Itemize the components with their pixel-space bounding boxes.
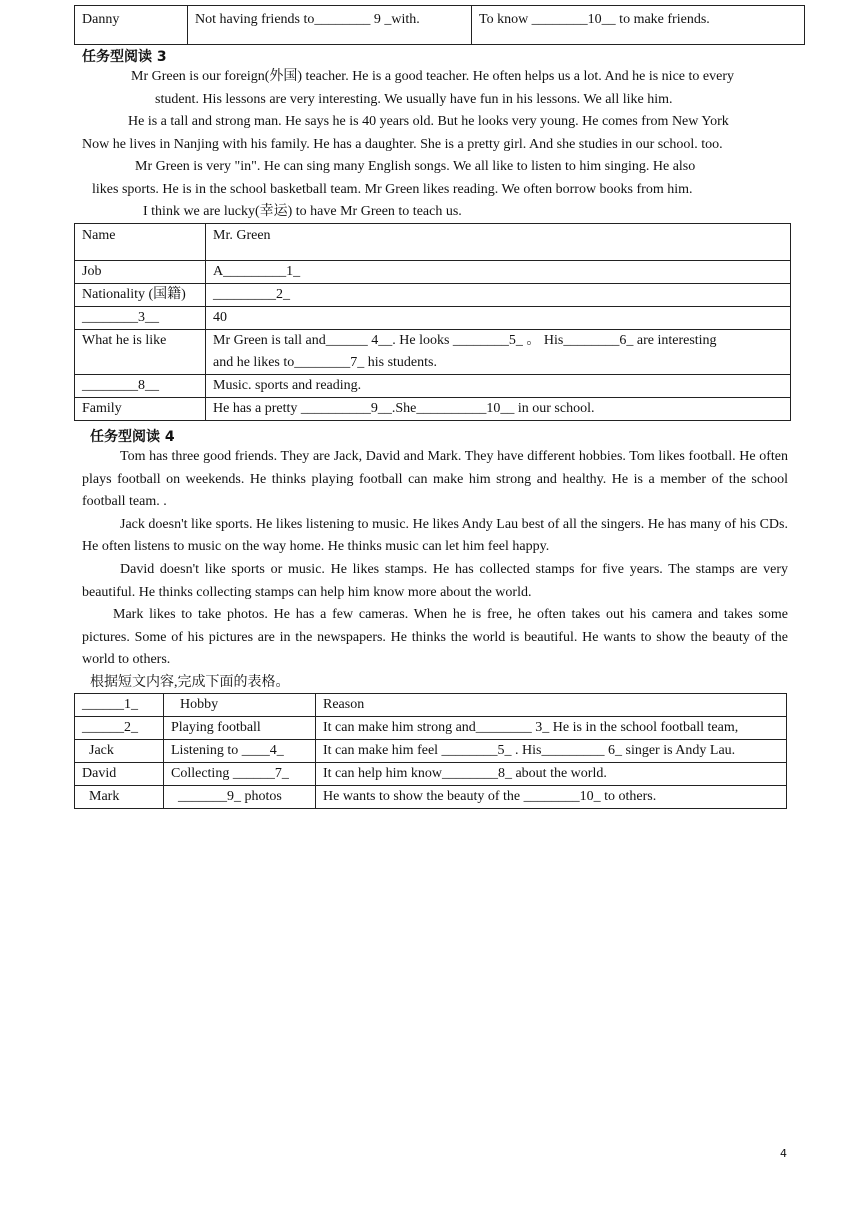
instruction-text: 根据短文内容,完成下面的表格。 (90, 675, 290, 690)
table-cell: _______9_ photos (164, 786, 316, 809)
table-row (75, 6, 805, 45)
table-cell: A_________1_ (206, 261, 791, 284)
cell-line: Mr Green is tall and______ 4__. He looks ________5_ 。 His________6_ are interesting (213, 333, 717, 348)
table-row (75, 786, 787, 809)
table-row (75, 284, 791, 307)
table-cell: Nationality (国籍) (75, 284, 206, 307)
table-cell: Mark (75, 786, 164, 809)
table-row (75, 398, 791, 421)
passage-line: Mr Green is very "in". He can sing many English songs. We all like to listen to him singing. He also (135, 159, 696, 174)
table-row (75, 224, 791, 261)
table-cell: Playing football (164, 717, 316, 740)
section4-passage (82, 446, 788, 672)
table-row (75, 763, 787, 786)
passage-line: He is a tall and strong man. He says he is 40 years old. But he looks very young. He comes from New York (128, 114, 729, 129)
passage-paragraph: Jack doesn't like sports. He likes listening to music. He likes Andy Lau best of all the singers. He has many of his CDs. He often listens to music on the way home. He thinks music can let him feel happy. (82, 516, 788, 555)
top-table (74, 5, 805, 45)
table-cell: ______2_ (75, 717, 164, 740)
passage-paragraph: Tom has three good friends. They are Jack, David and Mark. They have different hobbies. Tom likes football. He often plays football on weekends. He thinks playing football can make him strong and healthy. He is a member of the school football team. . (82, 449, 788, 510)
passage-paragraph: David doesn't like sports or music. He likes stamps. He has collected stamps for five years. The stamps are very beautiful. He thinks collecting stamps can help him know more about the world. (82, 561, 788, 600)
table-cell: Listening to ____4_ (164, 740, 316, 763)
table-cell: Danny (75, 6, 188, 45)
table-cell: ________8__ (75, 375, 206, 398)
table-cell: Reason (316, 694, 787, 717)
table-cell: Name (75, 224, 206, 261)
table-cell: ________3__ (75, 307, 206, 330)
section4-table (74, 693, 787, 809)
section3-table (74, 223, 791, 421)
table-cell: He has a pretty __________9__.She__________10__ in our school. (206, 398, 791, 421)
table-cell (206, 330, 791, 375)
table-row (75, 740, 787, 763)
table-cell: Mr. Green (206, 224, 791, 261)
table-cell: Hobby (164, 694, 316, 717)
table-cell: David (75, 763, 164, 786)
table-cell: It can make him strong and________ 3_ He is in the school football team, (316, 717, 787, 740)
table-cell: What he is like (75, 330, 206, 375)
table-cell: ______1_ (75, 694, 164, 717)
passage-line: likes sports. He is in the school basketball team. Mr Green likes reading. We often borrow books from him. (92, 182, 693, 197)
passage-line: student. His lessons are very interesting. We usually have fun in his lessons. We all like him. (155, 92, 673, 107)
table-row (75, 375, 791, 398)
passage-line: Mr Green is our foreign(外国) teacher. He is a good teacher. He often helps us a lot. And he is nice to every (131, 69, 734, 84)
table-row (75, 330, 791, 375)
section3-heading: 任务型阅读 3 (82, 49, 167, 65)
table-cell: To know ________10__ to make friends. (472, 6, 805, 45)
passage-line: Now he lives in Nanjing with his family. He has a daughter. She is a pretty girl. And she studies in our school. too. (82, 137, 723, 152)
table-cell: It can help him know________8_ about the world. (316, 763, 787, 786)
table-cell: It can make him feel ________5_ . His_________ 6_ singer is Andy Lau. (316, 740, 787, 763)
cell-line: and he likes to________7_ his students. (213, 355, 437, 370)
table-cell: 40 (206, 307, 791, 330)
passage-paragraph: Mark likes to take photos. He has a few cameras. When he is free, he often takes out his camera and takes some pictures. Some of his pictures are in the newspapers. He thinks the world is beautiful. He wants to show the beauty of the world to others. (82, 607, 788, 668)
table-cell: Not having friends to________ 9 _with. (188, 6, 472, 45)
table-row (75, 694, 787, 717)
table-cell: Job (75, 261, 206, 284)
table-cell: He wants to show the beauty of the ________10_ to others. (316, 786, 787, 809)
table-row (75, 261, 791, 284)
passage-line: I think we are lucky(幸运) to have Mr Green to teach us. (143, 204, 462, 219)
table-cell: Jack (75, 740, 164, 763)
table-cell: Family (75, 398, 206, 421)
table-cell: Music. sports and reading. (206, 375, 791, 398)
table-cell: Collecting ______7_ (164, 763, 316, 786)
section4-heading: 任务型阅读 4 (90, 429, 175, 445)
table-row (75, 307, 791, 330)
table-cell: _________2_ (206, 284, 791, 307)
table-row (75, 717, 787, 740)
page-number: 4 (780, 1147, 787, 1160)
